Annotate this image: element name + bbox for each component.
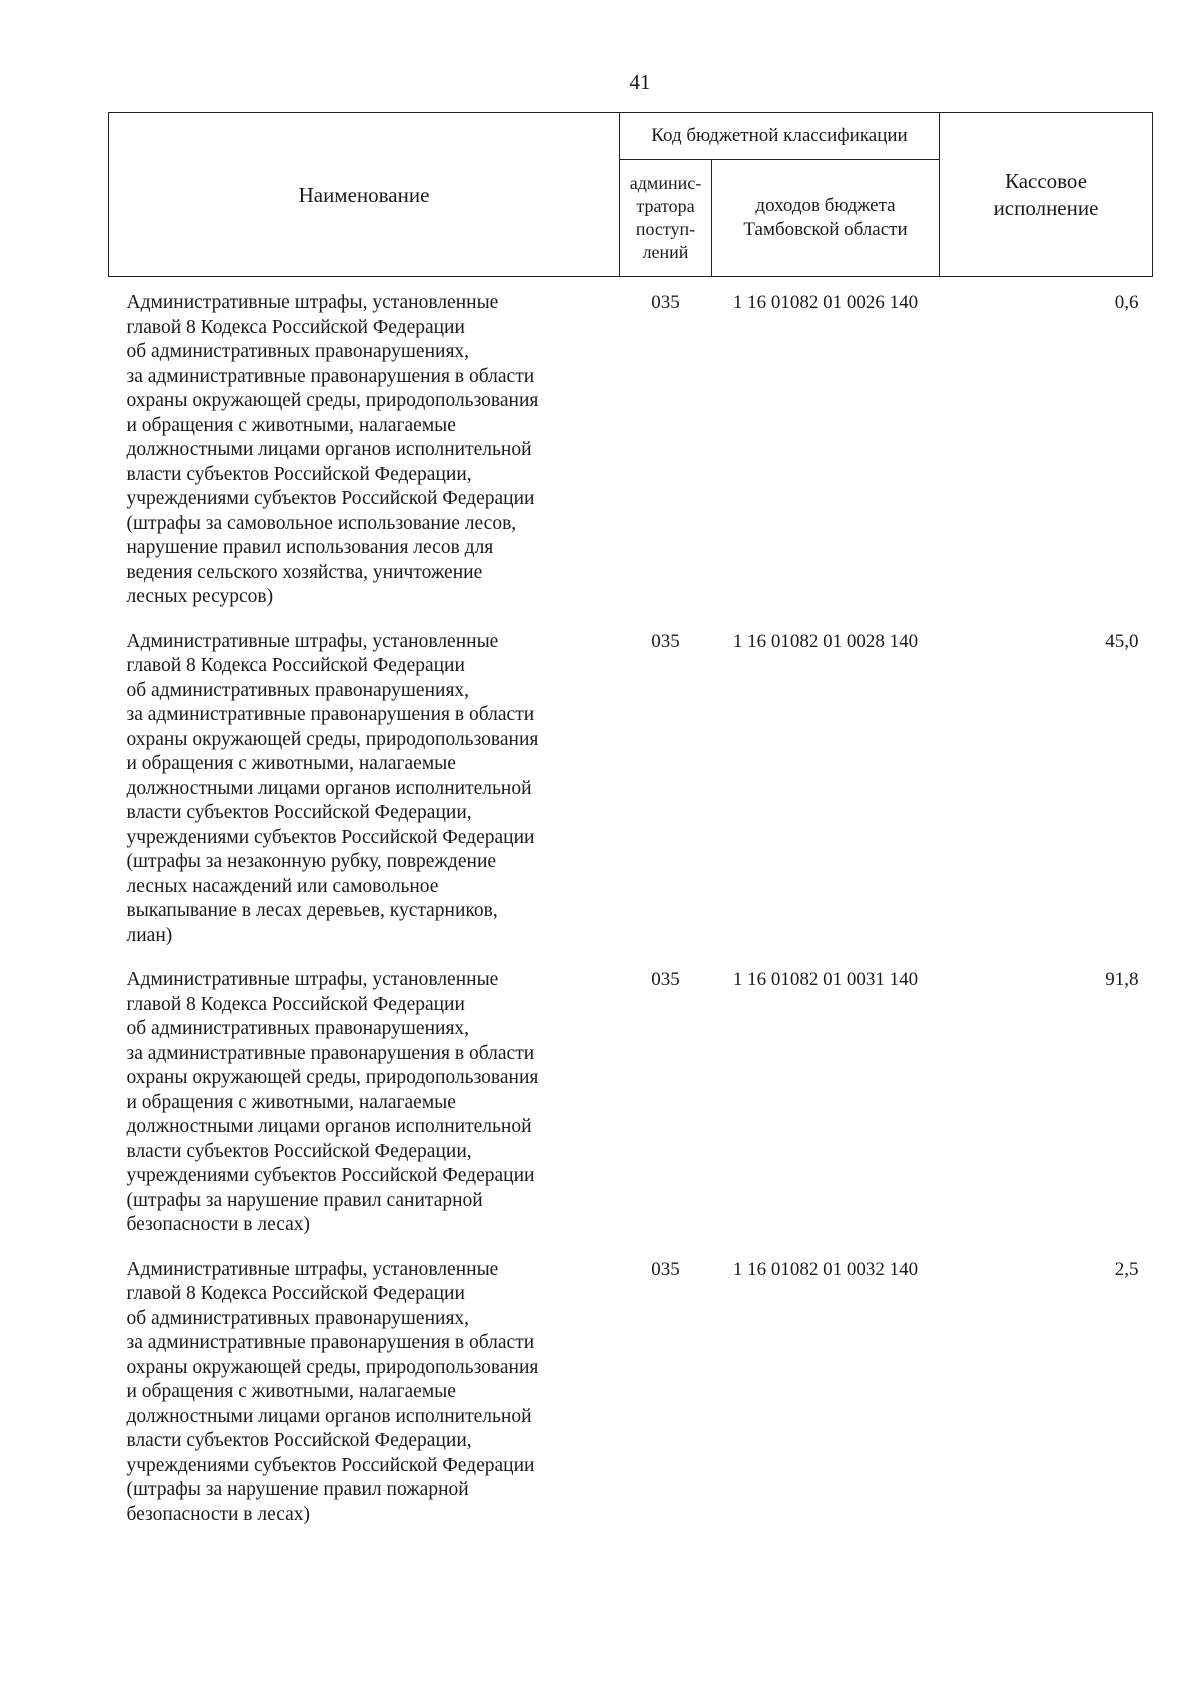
table-row (109, 954, 1153, 1244)
header-code-group: Код бюджетной классификации (620, 113, 940, 160)
row-income-code: 1 16 01082 01 0028 140 (732, 630, 919, 652)
row-execution-value: 2,5 (1114, 1258, 1139, 1280)
row-execution-value: 91,8 (1105, 969, 1139, 990)
row-admin-code: 035 (651, 1258, 680, 1280)
table-body (109, 277, 1153, 1534)
page-number: 41 (629, 70, 651, 94)
row-execution-value: 45,0 (1105, 630, 1139, 652)
header-income: доходов бюджета Тамбовской области (712, 160, 940, 277)
table-row (109, 1244, 1153, 1534)
table-row (109, 277, 1153, 616)
header-execution: Кассовое исполнение (940, 113, 1153, 277)
row-name: Административные штрафы, установленные главой 8 Кодекса Российской Федерации об административных правонарушениях, за административные правонарушения в области охраны окружающей среды, природопользования и обращения с животными, налагаемые должностными лицами органов исполнительной власти субъектов Российской Федерации, учреждениями субъектов Российской Федерации (штрафы за незаконную рубку, повреждение лесных насаждений или самовольное выкапывание в лесах деревьев, кустарников, лиан) (126, 630, 539, 946)
row-admin-code: 035 (651, 969, 680, 990)
row-name: Административные штрафы, установленные главой 8 Кодекса Российской Федерации об административных правонарушениях, за административные правонарушения в области охраны окружающей среды, природопользования и обращения с животными, налагаемые должностными лицами органов исполнительной власти субъектов Российской Федерации, учреждениями субъектов Российской Федерации (штрафы за нарушение правил пожарной безопасности в лесах) (126, 1258, 539, 1525)
header-name: Наименование (109, 113, 620, 277)
row-income-code: 1 16 01082 01 0026 140 (732, 292, 919, 313)
row-income-code: 1 16 01082 01 0031 140 (732, 969, 919, 990)
table-row (109, 616, 1153, 955)
row-income-code: 1 16 01082 01 0032 140 (732, 1258, 919, 1280)
budget-table (108, 112, 1153, 1533)
row-admin-code: 035 (651, 630, 680, 652)
header-admin: админис- тратора поступ- лений (620, 160, 712, 277)
table-header (109, 113, 1153, 277)
row-name: Административные штрафы, установленные главой 8 Кодекса Российской Федерации об административных правонарушениях, за административные правонарушения в области охраны окружающей среды, природопользования и обращения с животными, налагаемые должностными лицами органов исполнительной власти субъектов Российской Федерации, учреждениями субъектов Российской Федерации (штрафы за самовольное использование лесов, нарушение правил использования лесов для ведения сельского хозяйства, уничтожение лесных ресурсов) (126, 292, 539, 607)
row-name: Административные штрафы, установленные главой 8 Кодекса Российской Федерации об административных правонарушениях, за административные правонарушения в области охраны окружающей среды, природопользования и обращения с животными, налагаемые должностными лицами органов исполнительной власти субъектов Российской Федерации, учреждениями субъектов Российской Федерации (штрафы за нарушение правил санитарной безопасности в лесах) (126, 969, 539, 1235)
row-admin-code: 035 (651, 292, 680, 313)
row-execution-value: 0,6 (1114, 292, 1139, 313)
